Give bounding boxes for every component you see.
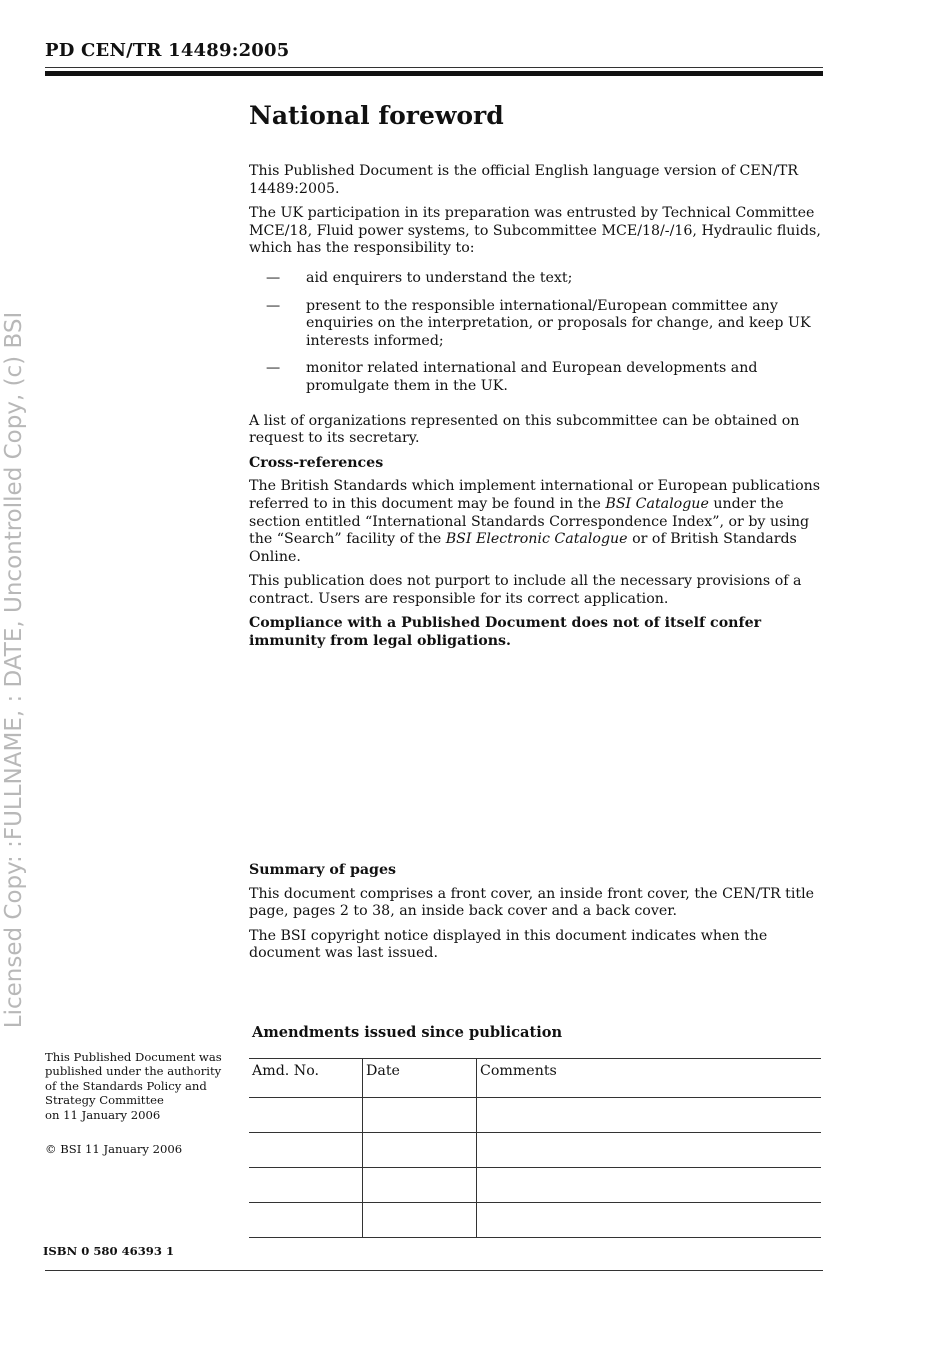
authority-line: published under the authority (45, 1064, 222, 1079)
table-cell (249, 1203, 363, 1238)
table-header-row (249, 1059, 821, 1098)
dash-marker: — (266, 269, 281, 286)
copyright-line: © BSI 11 January 2006 (45, 1142, 183, 1156)
authority-line: This Published Document was (45, 1050, 222, 1064)
summary-section (249, 862, 825, 970)
table-cell (363, 1168, 477, 1203)
foreword-body (249, 163, 825, 658)
list-item (249, 270, 825, 288)
header-thick-rule (45, 71, 823, 76)
table-cell (363, 1203, 477, 1238)
table-row (249, 1133, 821, 1168)
dash-marker: — (266, 360, 281, 377)
column-header-comments: Comments (477, 1059, 822, 1098)
authority-line: Strategy Committee (45, 1093, 164, 1108)
intro-paragraph: The UK participation in its preparation was entrusted by Technical Committee MCE/18, Fluid power systems, to Subcommittee MCE/18/-/16, Hydraulic fluids, which has the responsibility to: (249, 205, 821, 257)
table-cell (477, 1098, 822, 1133)
document-id: PD CEN/TR 14489:2005 (45, 40, 290, 61)
dash-marker: — (266, 297, 281, 314)
amendments-title: Amendments issued since publication (252, 1024, 563, 1041)
cross-ref-text: The British Standards which implement international or European publications referred to in this document may be found in the (249, 478, 821, 512)
footer-rule (45, 1270, 823, 1271)
list-item-text: present to the responsible international/European committee any enquiries on the interpretation, or proposals for change, and keep UK interests informed; (306, 297, 811, 349)
authority-note (45, 1050, 235, 1122)
table-cell (363, 1098, 477, 1133)
cross-ref-text: under the section entitled “International Standards Correspondence Index”, or by using the “Search” facility of the (249, 495, 810, 548)
authority-line: on 11 January 2006 (45, 1107, 161, 1122)
table-cell (363, 1133, 477, 1168)
table-cell (249, 1098, 363, 1133)
column-header-amd-no: Amd. No. (249, 1059, 363, 1098)
list-item (249, 298, 825, 351)
cross-references-paragraph (249, 478, 825, 566)
table-cell (477, 1168, 822, 1203)
table-cell (477, 1203, 822, 1238)
amendments-table (249, 1058, 821, 1238)
isbn: ISBN 0 580 46393 1 (43, 1244, 175, 1258)
compliance-statement: Compliance with a Published Document does not of itself confer immunity from legal obligations. (249, 615, 762, 650)
table-row (249, 1098, 821, 1133)
summary-paragraph: This document comprises a front cover, an inside front cover, the CEN/TR title page, pages 2 to 38, an inside back cover and a back cover. (249, 885, 815, 920)
table-cell (477, 1133, 822, 1168)
copyright-notice-paragraph: The BSI copyright notice displayed in this document indicates when the document was last issued. (249, 927, 768, 962)
list-item (249, 360, 825, 395)
header-thin-rule (45, 67, 823, 68)
list-item-text: aid enquirers to understand the text; (306, 269, 573, 286)
summary-heading: Summary of pages (249, 862, 396, 878)
intro-paragraph: This Published Document is the official English language version of CEN/TR 14489:2005. (249, 163, 799, 197)
authority-line: of the Standards Policy and (45, 1078, 207, 1093)
cross-ref-text: or of British Standards Online. (249, 531, 797, 565)
table-row (249, 1168, 821, 1203)
bsi-electronic-catalogue-title: BSI Electronic Catalogue (445, 531, 628, 548)
cross-references-heading: Cross-references (249, 454, 384, 471)
license-watermark: Licensed Copy: :FULLNAME, : DATE, Uncontrolled Copy, (c) BSI (1, 311, 27, 1029)
page-title: National foreword (249, 101, 504, 130)
responsibility-list (249, 270, 825, 396)
column-header-date: Date (363, 1059, 477, 1098)
bsi-catalogue-title: BSI Catalogue (605, 495, 709, 512)
table-cell (249, 1133, 363, 1168)
list-item-text: monitor related international and European developments and promulgate them in the UK. (306, 360, 758, 394)
organizations-note: A list of organizations represented on this subcommittee can be obtained on request to its secretary. (249, 412, 800, 447)
table-cell (249, 1168, 363, 1203)
table-row (249, 1203, 821, 1238)
provisions-paragraph: This publication does not purport to include all the necessary provisions of a contract. Users are responsible for its correct application. (249, 573, 802, 607)
